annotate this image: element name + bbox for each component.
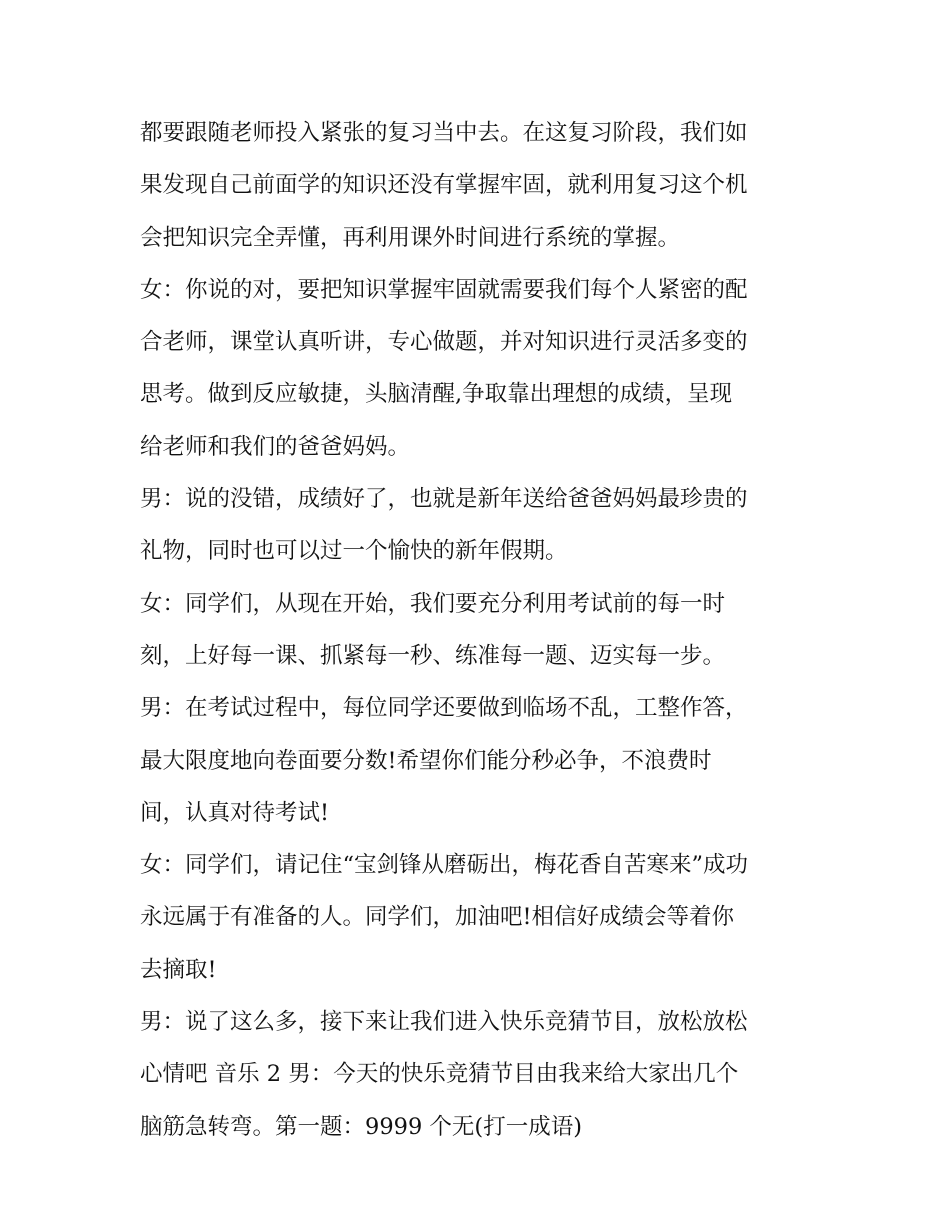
text-line: 女：同学们，从现在开始，我们要充分利用考试前的每一时 — [140, 590, 726, 617]
text-line: 脑筋急转弯。第一题：9999 个无(打一成语) — [140, 1113, 582, 1140]
text-line: 永远属于有准备的人。同学们，加油吧!相信好成绩会等着你 — [140, 904, 735, 931]
text-line: 礼物，同时也可以过一个愉快的新年假期。 — [140, 538, 568, 565]
text-line: 男：说的没错，成绩好了，也就是新年送给爸爸妈妈最珍贵的 — [140, 486, 748, 513]
text-line: 女：你说的对，要把知识掌握牢固就需要我们每个人紧密的配 — [140, 276, 748, 303]
text-line: 最大限度地向卷面要分数!希望你们能分秒必争，不浪费时 — [140, 747, 712, 774]
body-text — [140, 107, 830, 1153]
text-line: 给老师和我们的爸爸妈妈。 — [140, 433, 411, 460]
text-line: 会把知识完全弄懂，再利用课外时间进行系统的掌握。 — [140, 224, 681, 251]
text-line: 男：说了这么多，接下来让我们进入快乐竞猜节目，放松放松 — [140, 1009, 748, 1036]
text-line: 思考。做到反应敏捷，头脑清醒,争取靠出理想的成绩，呈现 — [140, 381, 733, 408]
text-line: 果发现自己前面学的知识还没有掌握牢固，就利用复习这个机 — [140, 172, 748, 199]
text-line: 合老师，课堂认真听讲，专心做题，并对知识进行灵活多变的 — [140, 329, 748, 356]
text-line: 刻，上好每一课、抓紧每一秒、练准每一题、迈实每一步。 — [140, 642, 726, 669]
text-line: 男：在考试过程中，每位同学还要做到临场不乱，工整作答， — [140, 695, 748, 722]
text-line: 心情吧 音乐 2 男：今天的快乐竞猜节目由我来给大家出几个 — [140, 1061, 739, 1088]
text-line: 女：同学们，请记住“宝剑锋从磨砺出，梅花香自苦寒来”成功 — [140, 852, 749, 879]
text-line: 都要跟随老师投入紧张的复习当中去。在这复习阶段，我们如 — [140, 120, 748, 146]
text-line: 去摘取! — [140, 956, 217, 983]
text-line: 间，认真对待考试! — [140, 799, 330, 826]
